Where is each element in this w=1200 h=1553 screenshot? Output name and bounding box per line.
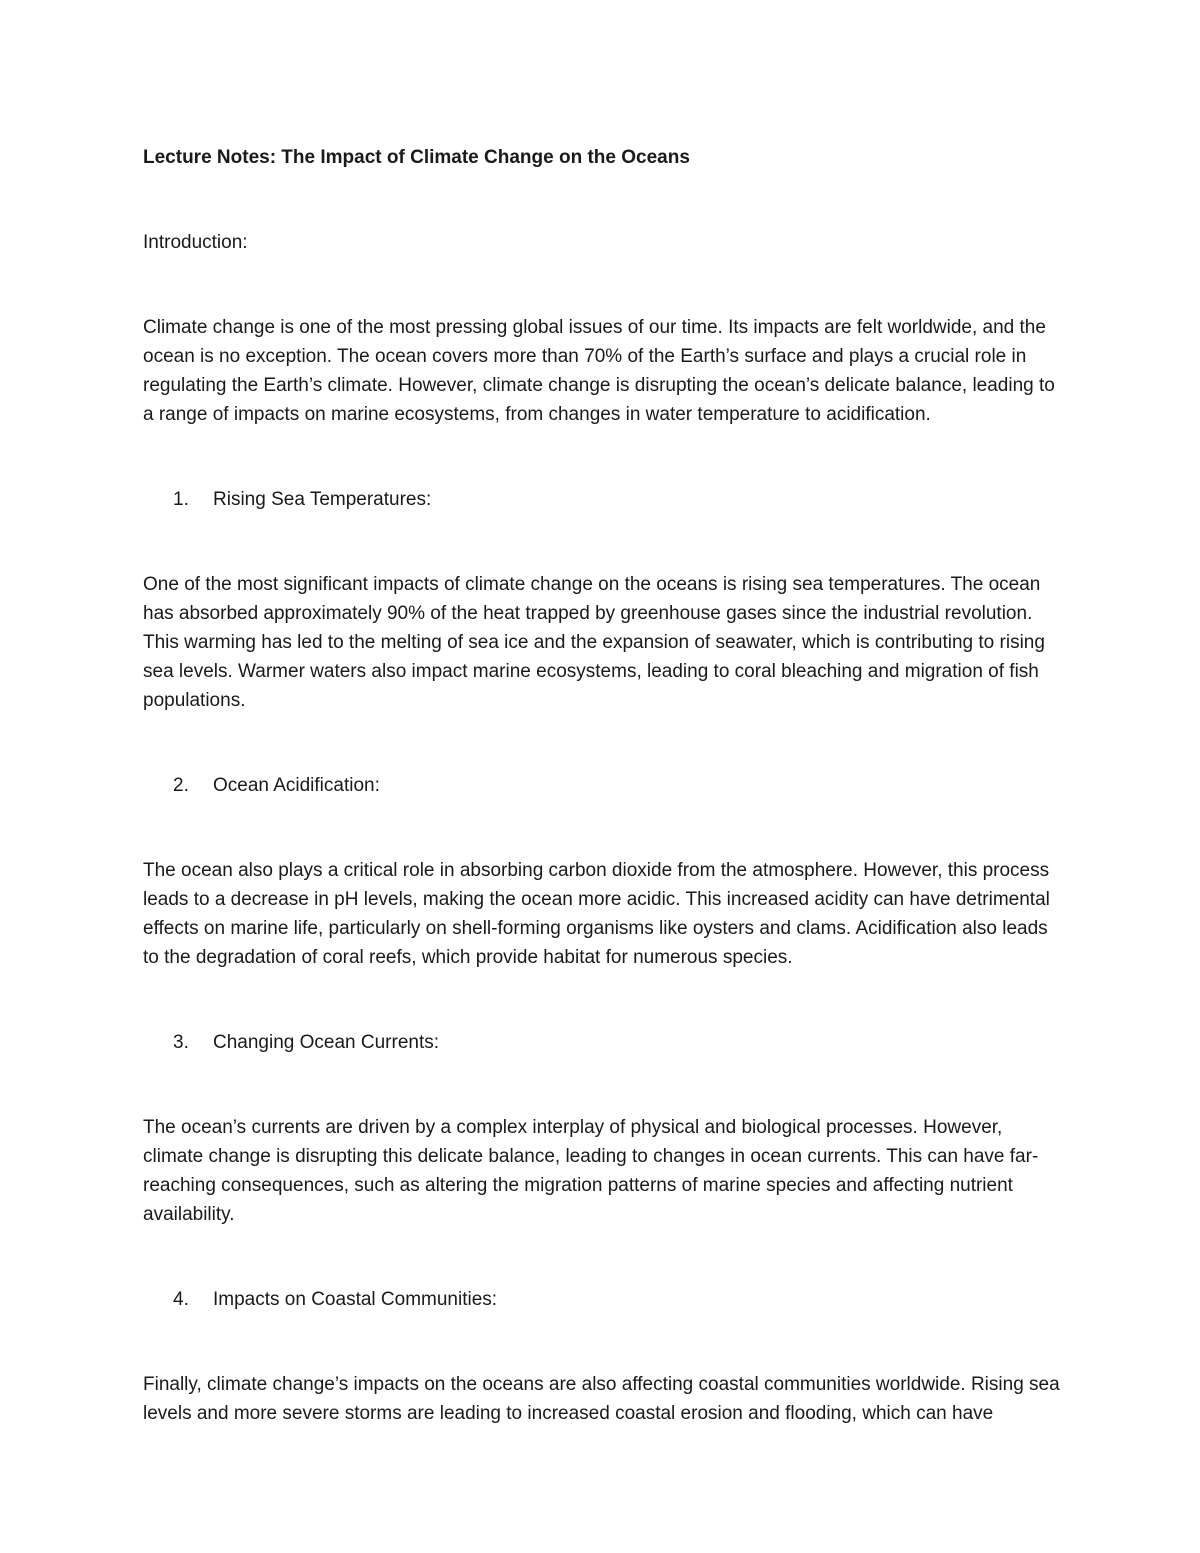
intro-paragraph: Climate change is one of the most pressing global issues of our time. Its impacts are felt worldwide, and the ocean is no exception. The ocean covers more than 70% of the Earth’s surface and plays a crucial role in regulating the Earth’s climate. However, climate change is disrupting the ocean’s delicate balance, leading to a range of impacts on marine ecosystems, from changes in water temperature to acidification. (143, 317, 1055, 425)
section-number: 1. (173, 489, 189, 510)
section-heading-3 (143, 1028, 1063, 1057)
intro-heading: Introduction: (143, 232, 248, 253)
section-heading-2 (143, 771, 1063, 800)
section-title: Ocean Acidification: (213, 775, 380, 796)
section-paragraph-3: The ocean’s currents are driven by a complex interplay of physical and biological processes. However, climate change is disrupting this delicate balance, leading to changes in ocean currents. This can have far-reaching consequences, such as altering the migration patterns of marine species and affecting nutrient availability. (143, 1117, 1039, 1225)
section-title: Rising Sea Temperatures: (213, 489, 432, 510)
section-number: 3. (173, 1032, 189, 1053)
section-paragraph-2: The ocean also plays a critical role in absorbing carbon dioxide from the atmosphere. However, this process leads to a decrease in pH levels, making the ocean more acidic. This increased acidity can have detrimental effects on marine life, particularly on shell-forming organisms like oysters and clams. Acidification also leads to the degradation of coral reefs, which provide habitat for numerous species. (143, 860, 1050, 968)
section-heading-4 (143, 1285, 1063, 1314)
section-number: 4. (173, 1289, 189, 1310)
section-title: Impacts on Coastal Communities: (213, 1289, 498, 1310)
section-paragraph-4: Finally, climate change’s impacts on the oceans are also affecting coastal communities worldwide. Rising sea levels and more severe storms are leading to increased coastal erosion and flooding, which can have (143, 1374, 1060, 1424)
document-body (143, 143, 1063, 1428)
section-paragraph-1: One of the most significant impacts of climate change on the oceans is rising sea temperatures. The ocean has absorbed approximately 90% of the heat trapped by greenhouse gases since the industrial revolution. This warming has led to the melting of sea ice and the expansion of seawater, which is contributing to rising sea levels. Warmer waters also impact marine ecosystems, leading to coral bleaching and migration of fish populations. (143, 574, 1045, 711)
section-title: Changing Ocean Currents: (213, 1032, 440, 1053)
section-number: 2. (173, 775, 189, 796)
section-heading-1 (143, 485, 1063, 514)
document-title: Lecture Notes: The Impact of Climate Change on the Oceans (143, 147, 690, 168)
